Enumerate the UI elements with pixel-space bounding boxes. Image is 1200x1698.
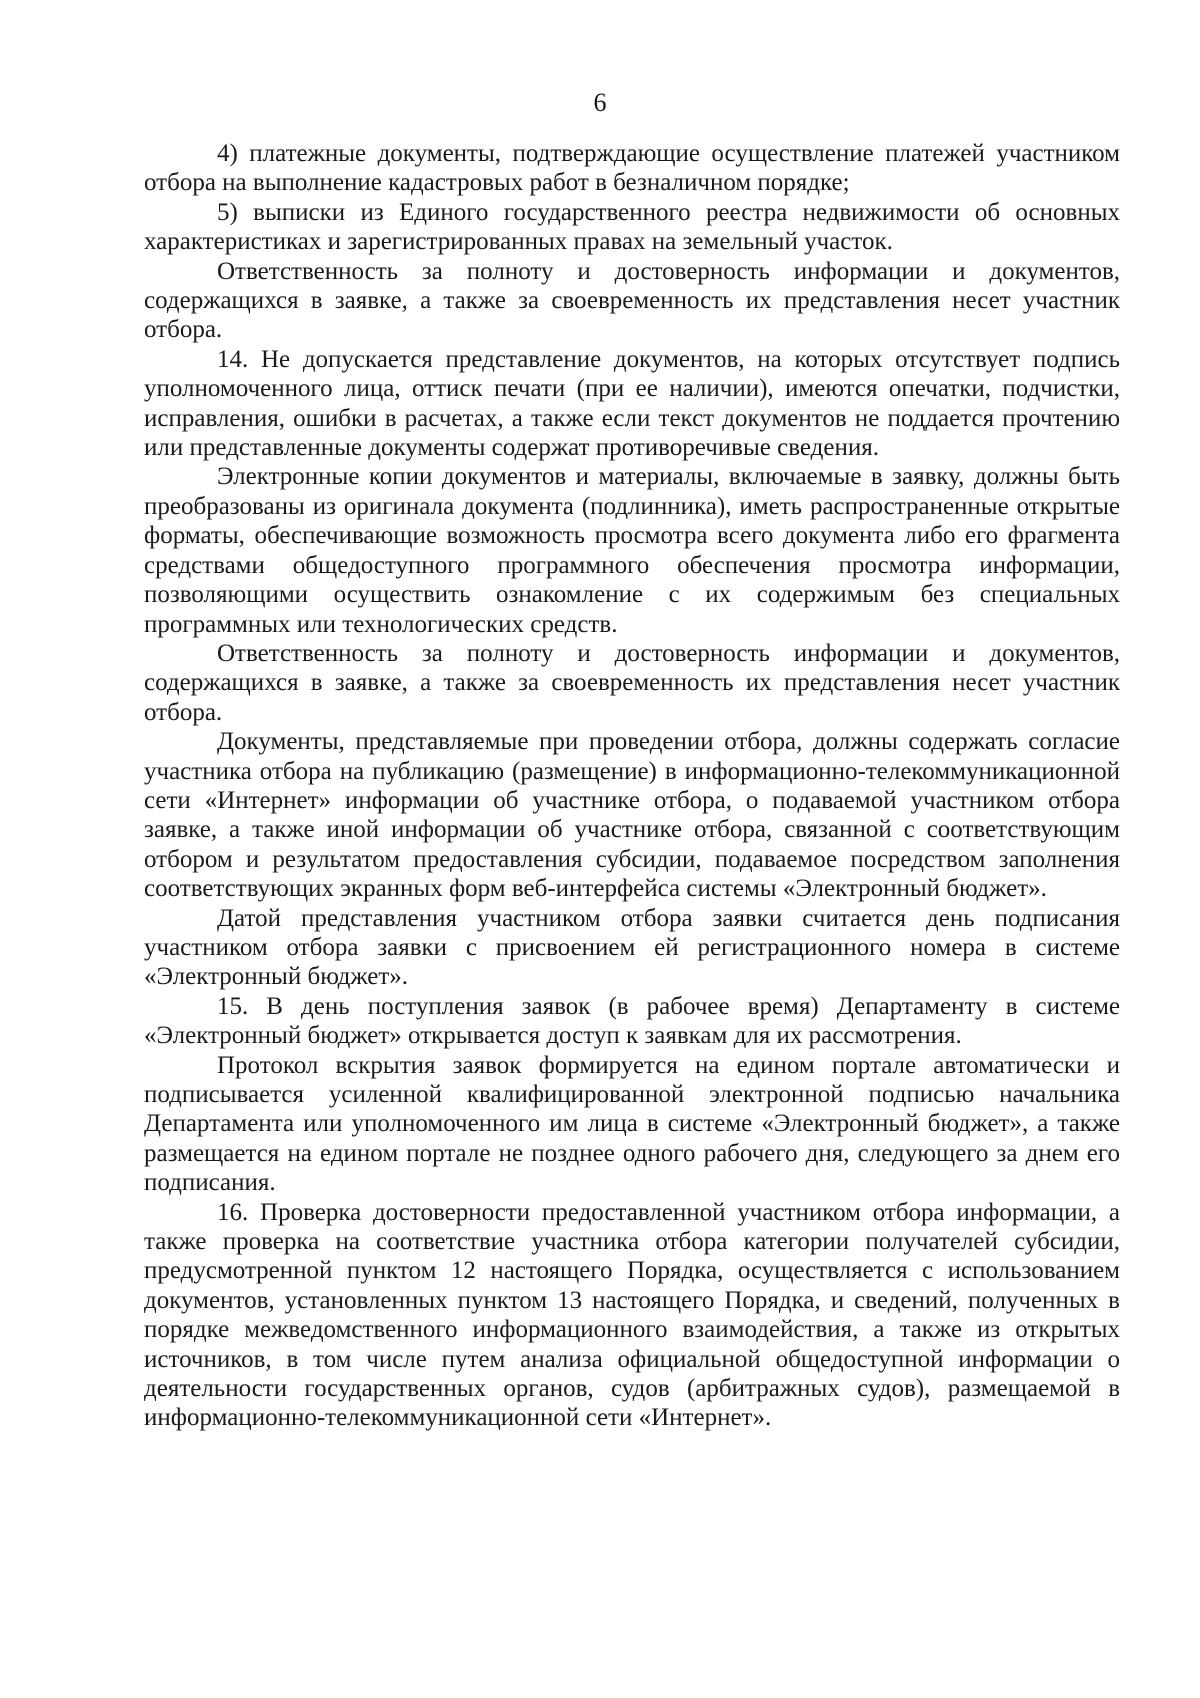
paragraph-clause-16: 16. Проверка достоверности предоставленной участником отбора информации, а также проверка на соответствие участника отбора категории получателей субсидии, предусмотренной пунктом 12 настоящего Порядка, осуществляется с использованием документов, установленных пунктом 13 настоящего Порядка, и сведений, полученных в порядке межведомственного информационного взаимодействия, а также из открытых источников, в том числе путем анализа официальной общедоступной информации о деятельности государственных органов, судов (арбитражных судов), размещаемой в информационно-телекоммуникационной сети «Интернет». — [144, 1198, 1120, 1432]
paragraph-clause-14: 14. Не допускается представление документов, на которых отсутствует подпись уполномоченного лица, оттиск печати (при ее наличии), имеются опечатки, подчистки, исправления, ошибки в расчетах, а также если текст документов не поддается прочтению или представленные документы содержат противоречивые сведения. — [144, 345, 1120, 462]
page-number: 6 — [593, 88, 607, 117]
paragraph-item-5-egrn-extracts: 5) выписки из Единого государственного реестра недвижимости об основных характеристиках и зарегистрированных правах на земельный участок. — [144, 198, 1120, 256]
paragraph-opening-protocol: Протокол вскрытия заявок формируется на едином портале автоматически и подписывается усиленной квалифицированной электронной подписью начальника Департамента или уполномоченного им лица в системе «Электронный бюджет», а также размещается на едином портале не позднее одного рабочего дня, следующего за днем его подписания. — [144, 1051, 1120, 1197]
paragraph-publication-consent: Документы, представляемые при проведении отбора, должны содержать согласие участника отбора на публикацию (размещение) в информационно-телекоммуникационной сети «Интернет» информации об участнике отбора, о подаваемой участником отбора заявке, а также иной информации об участнике отбора, связанной с соответствующим отбором и результатом предоставления субсидии, подаваемое посредством заполнения соответствующих экранных форм веб-интерфейса системы «Электронный бюджет». — [144, 728, 1120, 903]
paragraph-clause-15: 15. В день поступления заявок (в рабочее время) Департаменту в системе «Электронный бюджет» открывается доступ к заявкам для их рассмотрения. — [144, 992, 1120, 1050]
paragraph-submission-date: Датой представления участником отбора заявки считается день подписания участником отбора заявки с присвоением ей регистрационного номера в системе «Электронный бюджет». — [144, 904, 1120, 991]
paragraph-responsibility: Ответственность за полноту и достоверность информации и документов, содержащихся в заявке, а также за своевременность их представления несет участник отбора. — [144, 257, 1120, 344]
paragraph-item-4-payment-documents: 4) платежные документы, подтверждающие осуществление платежей участником отбора на выполнение кадастровых работ в безналичном порядке; — [144, 140, 1120, 197]
document-body — [144, 139, 1120, 1433]
paragraph-responsibility-repeat: Ответственность за полноту и достоверность информации и документов, содержащихся в заявке, а также за своевременность их представления несет участник отбора. — [144, 639, 1120, 726]
paragraph-electronic-copies: Электронные копии документов и материалы, включаемые в заявку, должны быть преобразованы из оригинала документа (подлинника), иметь распространенные открытые форматы, обеспечивающие возможность просмотра всего документа либо его фрагмента средствами общедоступного программного обеспечения просмотра информации, позволяющими осуществить ознакомление с их содержимым без специальных программных или технологических средств. — [144, 463, 1120, 638]
